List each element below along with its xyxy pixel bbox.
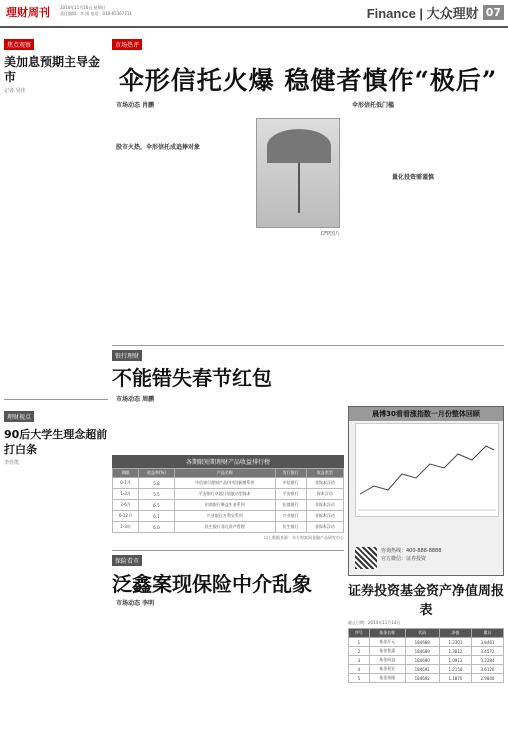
table-header: 发行银行 (275, 469, 306, 478)
table-cell: 1-3年 (113, 522, 139, 533)
masthead-right (367, 3, 504, 22)
table-cell: 6.1 (139, 511, 175, 522)
nav-cell: 1.0913 (439, 656, 471, 665)
left-byline-1: 记者 吴佳 (4, 88, 26, 94)
bottom-story-body-col2 (192, 606, 264, 746)
masthead (0, 0, 508, 28)
nav-cell: 3.6120 (471, 665, 503, 674)
top-story-body-col3 (344, 108, 422, 338)
table-note: 以上数据来源：东方财富网金融产品研究中心 (264, 535, 344, 540)
bottom-story-body-col1 (116, 606, 188, 746)
mid-story-body-col5 (428, 350, 504, 402)
left-headline-2: 90后大学生理念超前打白条 (4, 428, 108, 456)
mid-story-headline: 不能错失春节红包 (112, 366, 272, 390)
nav-cell: 4 (349, 665, 370, 674)
mid-story-body-col1 (116, 402, 188, 452)
nav-header: 基金名称 (369, 629, 405, 638)
yield-table (112, 455, 344, 541)
top-story-label: 市场热评 (112, 39, 142, 50)
umbrella-icon (267, 129, 331, 163)
left-label-2: 理财视点 (4, 411, 34, 422)
nav-cell: 184689 (405, 647, 439, 656)
fund-contact (381, 547, 441, 563)
nav-cell: 184691 (405, 665, 439, 674)
yield-table-grid (112, 468, 344, 533)
divider (4, 399, 108, 400)
table-cell: 3-6月 (113, 500, 139, 511)
nav-cell: 1.2150 (439, 665, 471, 674)
top-story-sub-5: 量化投资需谨慎 (392, 174, 435, 181)
masthead-info (60, 5, 240, 17)
mid-story-label: 银行理财 (112, 350, 142, 361)
page-number: 07 (483, 5, 504, 20)
mid-story-body-col2 (192, 402, 264, 452)
table-cell: 6.0 (139, 522, 175, 533)
table-title: 各期限短期理财产品收益排行榜 (112, 455, 344, 468)
table-cell: 民生银行非凡资产管理 (174, 522, 275, 533)
mid-story-body-col3 (268, 364, 344, 452)
divider (112, 550, 344, 551)
nav-cell: 基金普惠 (369, 647, 405, 656)
fund-box-title: 晨博30看看涨指数一月份整体回顾 (349, 407, 503, 421)
fund-chart-svg (356, 424, 498, 516)
umbrella-photo (256, 118, 340, 228)
table-cell: 6.5 (139, 500, 175, 511)
photo-caption: CFP图片 (320, 231, 340, 237)
table-cell: 招商银行 (275, 500, 306, 511)
table-cell: 非保本浮动 (306, 500, 343, 511)
nav-cell: 5 (349, 674, 370, 683)
nav-row (349, 647, 504, 656)
left-article-body-2 (4, 469, 108, 729)
top-story-sub-4: 伞形信托低门槛 (352, 102, 395, 109)
table-cell: 民生银行 (275, 522, 306, 533)
table-cell: 6-12月 (113, 511, 139, 522)
nav-cell: 184692 (405, 674, 439, 683)
nav-header: 净值 (439, 629, 471, 638)
table-cell: 非保本浮动 (306, 478, 343, 489)
nav-report-subtitle: 截止日期：2014年11月14日 (348, 620, 401, 625)
bottom-story-sub: 市场动态 李明 (116, 600, 155, 607)
nav-cell: 1.1870 (439, 674, 471, 683)
left-headline-1: 美加息预期主导金市 (4, 55, 101, 84)
table-header: 收益类型 (306, 469, 343, 478)
top-story-body-col4 (426, 108, 504, 338)
nav-cell: 3.8461 (471, 638, 503, 647)
masthead-editor: 责任编辑：李 刚 电话：010-65367711 (60, 11, 132, 16)
table-cell: 中信银行 (275, 478, 306, 489)
nav-row (349, 674, 504, 683)
nav-cell: 1 (349, 638, 370, 647)
table-cell: 兴业银行 (275, 511, 306, 522)
table-row (113, 522, 344, 533)
table-row (113, 511, 344, 522)
qr-code-icon (355, 547, 377, 569)
table-cell: 非保本浮动 (306, 522, 343, 533)
masthead-date: 2014年11月16日 星期日 (60, 5, 106, 10)
fund-index-box (348, 406, 504, 576)
top-story-headline: 伞形信托火爆 稳健者慎作“极后” (118, 66, 498, 95)
left-byline-2: 李佳凯 (4, 460, 20, 466)
table-cell: 保本浮动 (306, 489, 343, 500)
bottom-story-headline: 泛鑫案现保险中介乱象 (112, 572, 312, 596)
nav-header: 序号 (349, 629, 370, 638)
nav-cell: 1.2301 (439, 638, 471, 647)
fund-contact-line-1: 咨询热线：400-888-8888 (381, 548, 442, 554)
nav-cell: 3 (349, 656, 370, 665)
top-story-sub-1: 市场动态 肖鹏 (116, 102, 155, 109)
nav-row (349, 656, 504, 665)
nav-table (348, 628, 504, 683)
nav-header: 代码 (405, 629, 439, 638)
mid-story-sub: 市场动态 周鹏 (116, 396, 155, 403)
left-article-body-1 (4, 97, 108, 395)
nav-cell: 3.2284 (471, 656, 503, 665)
divider (112, 345, 504, 346)
section-name: Finance | 大众理财 (366, 6, 479, 21)
nav-cell: 基金开元 (369, 638, 405, 647)
fund-chart-area (355, 423, 499, 517)
table-row (113, 478, 344, 489)
nav-report (348, 580, 504, 683)
newspaper-logo: 理财周刊 (6, 6, 50, 19)
table-header: 期限 (113, 469, 139, 478)
left-label-1: 焦点观察 (4, 39, 34, 50)
table-cell: 5.5 (139, 489, 175, 500)
table-cell: 招商银行聚益生金系列 (174, 500, 275, 511)
nav-header: 累计 (471, 629, 503, 638)
table-cell: 0-1月 (113, 478, 139, 489)
table-row (113, 500, 344, 511)
table-row (113, 489, 344, 500)
nav-cell: 184690 (405, 656, 439, 665)
table-cell: 中信银行理财产品(中信)新增系列 (174, 478, 275, 489)
top-story (112, 32, 504, 103)
table-cell: 1-3月 (113, 489, 139, 500)
table-cell: 平安银行 (275, 489, 306, 500)
nav-cell: 2 (349, 647, 370, 656)
nav-report-title: 证券投资基金资产净值周报表 (348, 584, 505, 618)
top-story-sub-2: 股市火热，伞形信托成追捧对象 (116, 144, 201, 151)
nav-cell: 基金裕隆 (369, 674, 405, 683)
top-story-body-col1 (116, 108, 182, 328)
nav-cell: 1.3812 (439, 647, 471, 656)
table-cell: 平安银行卓越计划滚动型保本 (174, 489, 275, 500)
nav-cell: 3.4572 (471, 647, 503, 656)
table-header: 产品名称 (174, 469, 275, 478)
table-header: 收益率(%) (139, 469, 175, 478)
top-story-body-col2 (186, 108, 252, 328)
nav-cell: 基金同益 (369, 656, 405, 665)
bottom-story-label: 保险看市 (112, 555, 142, 566)
nav-cell: 2.9840 (471, 674, 503, 683)
nav-cell: 184688 (405, 638, 439, 647)
bottom-story-body-col3 (268, 566, 344, 746)
mid-story-body-col4 (348, 350, 426, 402)
table-cell: 非保本浮动 (306, 511, 343, 522)
fund-contact-line-2: 官方微信：证券投资 (381, 556, 427, 562)
nav-row (349, 665, 504, 674)
table-cell: 5.8 (139, 478, 175, 489)
nav-row (349, 638, 504, 647)
fund-index-line (360, 446, 494, 494)
table-cell: 兴业银行万利宝系列 (174, 511, 275, 522)
left-column (4, 32, 108, 729)
nav-cell: 基金景宏 (369, 665, 405, 674)
umbrella-handle (298, 163, 300, 213)
